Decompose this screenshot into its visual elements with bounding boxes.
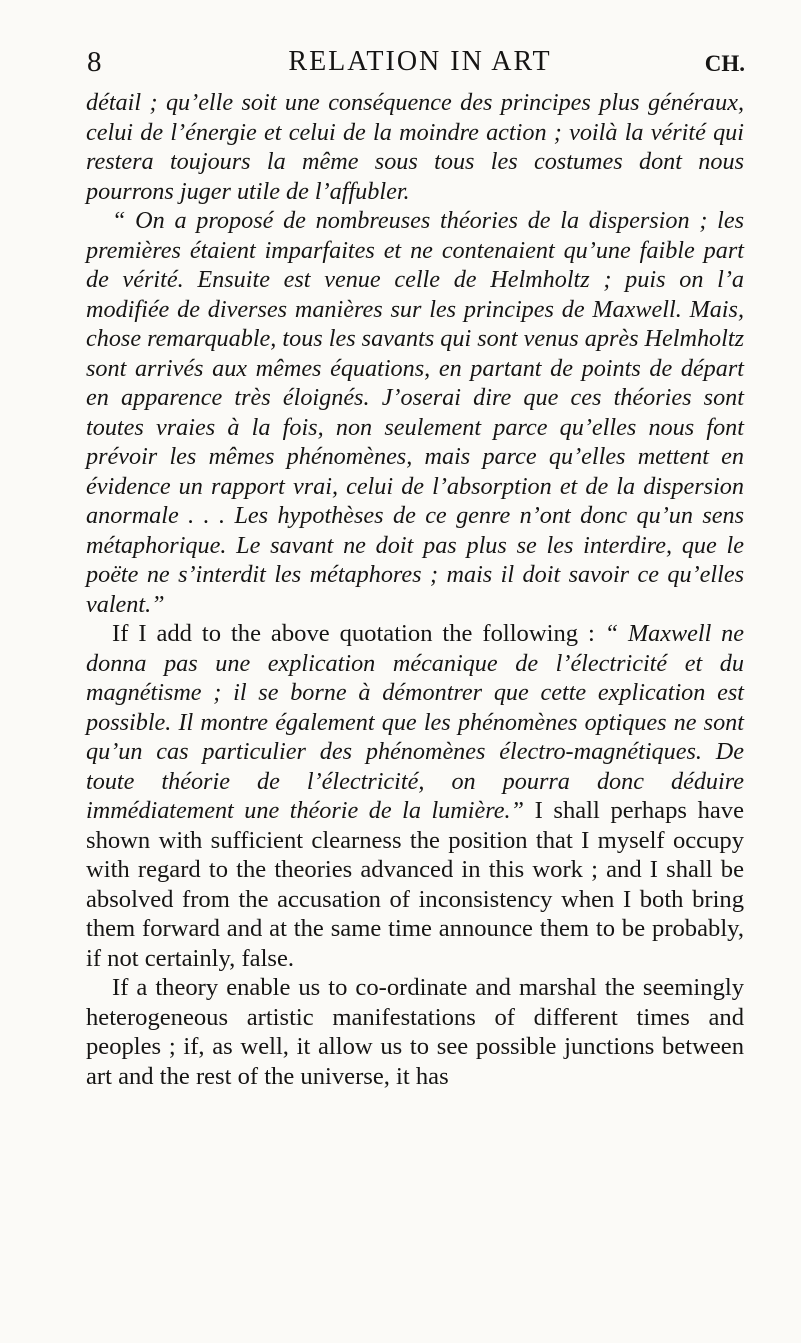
page-number: 8: [87, 46, 102, 78]
body-text: [86, 88, 744, 1091]
french-quotation-end: détail ; qu’elle soit une conséquence des principes plus généraux, celui de l’énergie et celui de la moindre action ; voilà la vérité qui restera toujours la même sous tous les costumes dont nous pourrons juger utile de l’affubler.: [86, 89, 744, 205]
english-paragraph-text: If a theory enable us to co-ordinate and marshal the seemingly heterogeneous artistic manifestations of different times and peoples ; if, as well, it allow us to see possible junctions between art and the rest of the universe, it has: [86, 974, 744, 1090]
paragraph-1: [86, 88, 744, 206]
english-lead-text: If I add to the above quotation the following :: [112, 620, 605, 647]
paragraph-4: [86, 973, 744, 1091]
french-quotation-dispersion: “ On a proposé de nombreuses théories de la dispersion ; les premières étaient imparfaites et ne contenaient qu’une faible part de vérité. Ensuite est venue celle de Helmholtz ; puis on l’a modifiée de diverses manières sur les principes de Maxwell. Mais, chose remarquable, tous les savants qui sont venus après Helmholtz sont arrivés aux mêmes équations, en partant de points de départ en apparence très éloignés. J’oserai dire que ces théories sont toutes vraies à la fois, non seulement parce qu’elles nous font prévoir les mêmes phénomènes, mais parce qu’elles mettent en évidence un rapport vrai, celui de l’absorption et de la dispersion anormale . . . Les hypothèses de ce genre n’ont donc qu’un sens métaphorique. Le savant ne doit pas plus se les interdire, que le poëte ne s’interdit les métaphores ; mais il doit savoir ce qu’elles valent.”: [86, 207, 744, 618]
chapter-abbreviation: CH.: [704, 51, 745, 76]
paragraph-3: [86, 619, 744, 973]
page-header: [87, 46, 753, 86]
running-title: RELATION IN ART: [288, 46, 552, 77]
english-continuation-text: I shall perhaps have shown with sufficient clearness the position that I myself occupy with regard to the theories advanced in this work ; and I shall be absolved from the accusation of inconsistency when I both bring them forward and at the same time announce them to be probably, if not certainly, false.: [86, 797, 744, 972]
french-quotation-maxwell: “ Maxwell ne donna pas une explication mécanique de l’électricité et du magnétisme ; il se borne à démontrer que cette explication est possible. Il montre également que les phénomènes optiques ne sont qu’un cas particulier des phénomènes électro-magnétiques. De toute théorie de l’électricité, on pourra donc déduire immédiatement une théorie de la lumière.”: [86, 620, 744, 824]
paragraph-2: [86, 206, 744, 619]
